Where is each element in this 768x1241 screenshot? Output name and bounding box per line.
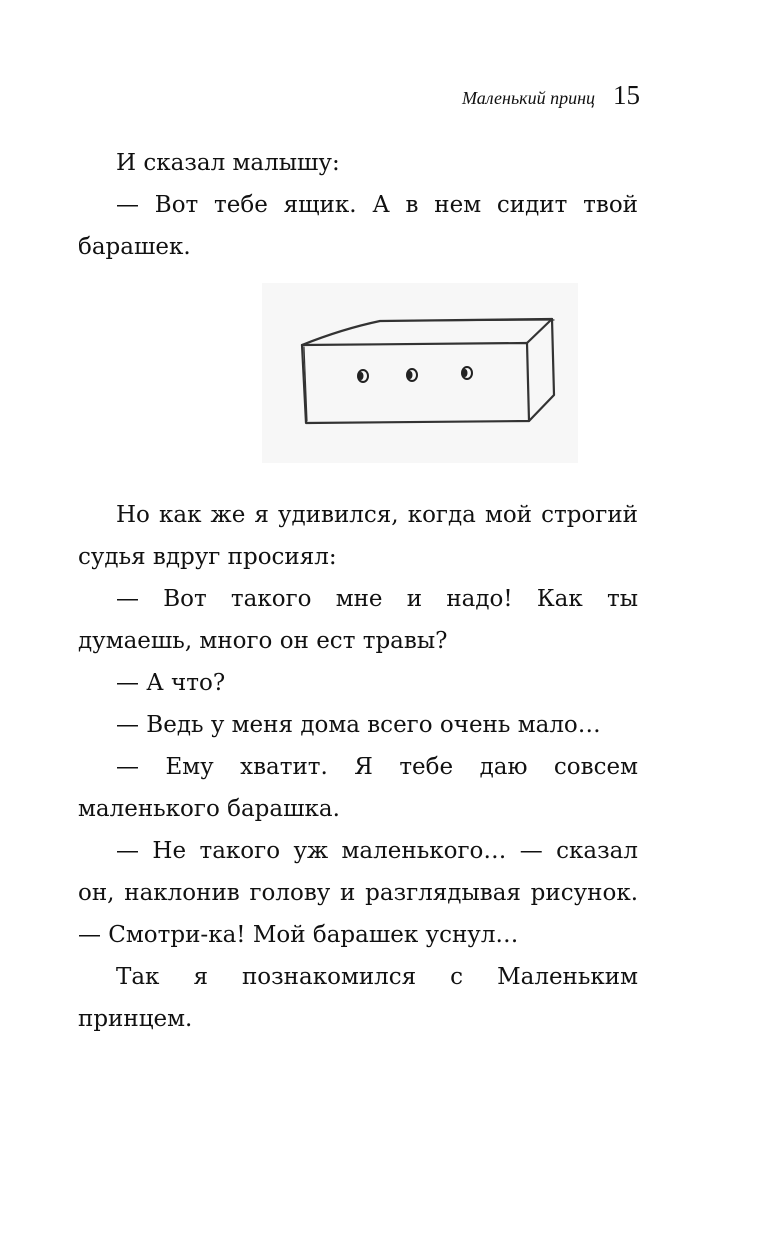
paragraph: Но как же я удивился, когда мой строгий судья вдруг просиял: (78, 502, 638, 570)
running-title: Маленький принц (462, 88, 595, 108)
box-with-three-holes-drawing-icon (262, 283, 578, 463)
paragraph: — Ему хватит. Я тебе даю совсем маленького барашка. (78, 754, 638, 822)
paragraph: — Вот такого мне и надо! Как ты думаешь, много он ест травы? (78, 586, 638, 654)
paragraph: Так я познакомился с Маленьким принцем. (78, 964, 638, 1032)
text-block-top (78, 142, 638, 268)
paragraph: — Вот тебе ящик. А в нем сидит твой барашек. (78, 192, 638, 260)
box-illustration (262, 283, 578, 463)
text-block-bottom (78, 494, 638, 1040)
paragraph: — Ведь у меня дома всего очень мало… (116, 712, 601, 738)
paragraph: И сказал малышу: (116, 150, 340, 176)
paragraph: — А что? (116, 670, 226, 696)
paragraph: — Не такого уж маленького… — сказал он, наклонив голову и разглядывая рисунок. — Смотри-ка! Мой барашек уснул… (78, 838, 638, 948)
running-head (462, 80, 640, 111)
page-number: 15 (613, 80, 640, 110)
